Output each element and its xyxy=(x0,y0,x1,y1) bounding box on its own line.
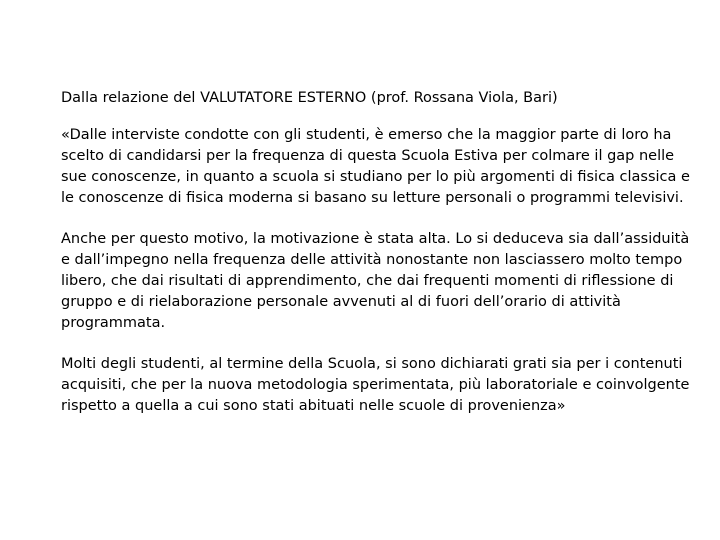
paragraph-gratitude: Molti degli studenti, al termine della Scuola, si sono dichiarati grati sia per i contenuti acquisiti, che per la nuova metodologia sperimentata, più laboratoriale e coinvolgente rispetto a quella a cui sono stati abituati nelle scuole di provenienza» xyxy=(61,356,690,414)
paragraph-interviews: «Dalle interviste condotte con gli studenti, è emerso che la maggior parte di loro ha scelto di candidarsi per la frequenza di questa Scuola Estiva per colmare il gap nelle sue conoscenze, in quanto a scuola si studiano per lo più argomenti di fisica classica e le conoscenze di fisica moderna si basano su letture personali o programmi televisivi. xyxy=(61,127,690,206)
document-title: Dalla relazione del VALUTATORE ESTERNO (prof. Rossana Viola, Bari) xyxy=(61,90,558,106)
paragraph-motivation: Anche per questo motivo, la motivazione è stata alta. Lo si deduceva sia dall’assiduità e dall’impegno nella frequenza delle attività nonostante non lasciassero molto tempo libero, che dai risultati di apprendimento, che dai frequenti momenti di riflessione di gruppo e di rielaborazione personale avvenuti al di fuori dell’orario di attività programmata. xyxy=(61,231,690,331)
document-content xyxy=(61,87,691,417)
